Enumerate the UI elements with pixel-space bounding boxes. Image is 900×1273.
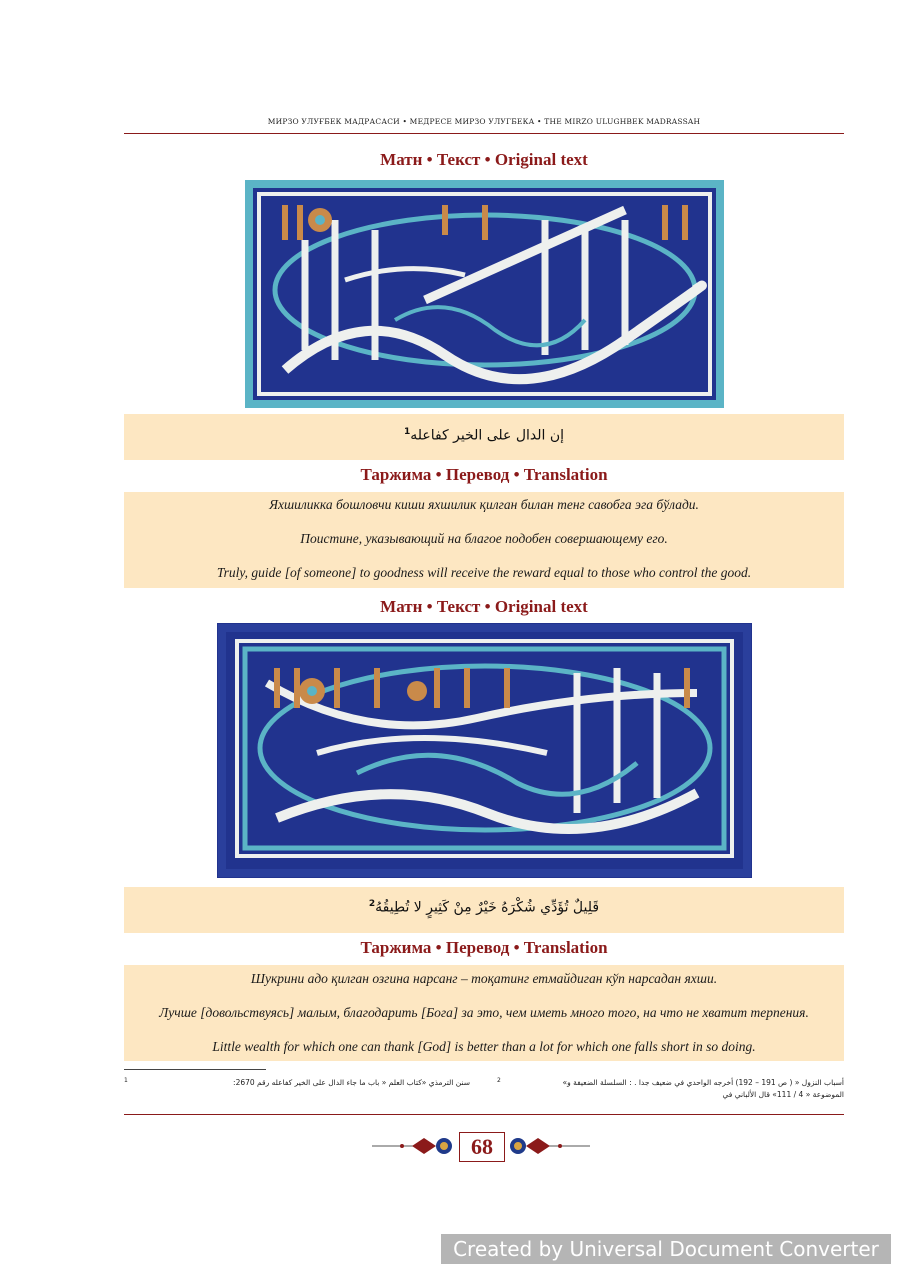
translation-box-2 — [124, 965, 844, 1061]
page-number: 68 — [459, 1132, 505, 1162]
translation-uz-1: Яхшиликка бошловчи киши яхшилик қилган билан тенг савобга эга бўлади. — [269, 497, 699, 512]
translation-uz-2: Шукрини адо қилган озгина нарсанг – тоқатинг етмайдиган кўп нарсадан яхши. — [250, 971, 718, 986]
tile-inscription-image-2 — [217, 623, 752, 878]
footnote-2 — [505, 1077, 844, 1101]
footnote-2-line-1: أسباب النزول « ( ص 191 – 192) أخرجه الواحدي في ضعيف جدا . : السلسلة الضعيفة و» — [562, 1078, 844, 1087]
arabic-text-box-1 — [124, 414, 844, 460]
heading-original-text-1: Матн • Текст • Original text — [380, 150, 588, 169]
footnote-ref-2[interactable]: 2 — [368, 899, 376, 909]
translation-ru-2: Лучше [довольствуясь] малым, благодарить [Бога] за это, чем иметь много того, на что не хватит терпения. — [159, 1005, 809, 1020]
footnote-2-line-2: الموضوعة « 4 / 111» قال الألباني في — [722, 1090, 844, 1099]
top-rule — [124, 133, 844, 134]
watermark: Created by Universal Document Converter — [441, 1234, 891, 1264]
footnote-ref-1[interactable]: 1 — [403, 427, 411, 437]
page-number-ornament — [372, 1132, 590, 1162]
tile-inscription-image-1 — [245, 180, 724, 408]
bottom-rule — [124, 1114, 844, 1115]
footnote-number-2: 2 — [497, 1077, 501, 1084]
arabic-text-box-2 — [124, 887, 844, 933]
heading-translation-1: Таржима • Перевод • Translation — [360, 465, 608, 484]
footnote-rule — [124, 1069, 266, 1070]
footnote-1: سنن الترمذي «كتاب العلم « باب ما جاء الدال على الخير كفاعله رقم 2670: — [233, 1078, 470, 1087]
translation-en-1: Truly, guide [of someone] to goodness will receive the reward equal to those who control the good. — [216, 565, 752, 580]
running-head: МИРЗО УЛУҒБЕК МАДРАСАСИ • МЕДРЕСЕ МИРЗО УЛУГБЕКА • THE MIRZO ULUGHBEK MADRASSAH — [267, 117, 701, 126]
translation-ru-1: Поистине, указывающий на благое подобен совершающему его. — [300, 531, 668, 546]
translation-en-2: Little wealth for which one can thank [God] is better than a lot for which one falls short in so doing. — [212, 1039, 756, 1054]
arabic-text-1: إن الدال على الخير كفاعله — [410, 427, 565, 444]
arabic-text-2: قَلِيلٌ تُؤَدِّي شُكْرَهُ خَيْرٌ مِنْ كَثِيرٍ لا تُطِيقُهُ — [375, 899, 600, 916]
heading-translation-2: Таржима • Перевод • Translation — [360, 938, 608, 957]
footnote-number-1: 1 — [124, 1077, 128, 1084]
heading-original-text-2: Матн • Текст • Original text — [380, 597, 588, 616]
translation-box-1 — [124, 492, 844, 588]
